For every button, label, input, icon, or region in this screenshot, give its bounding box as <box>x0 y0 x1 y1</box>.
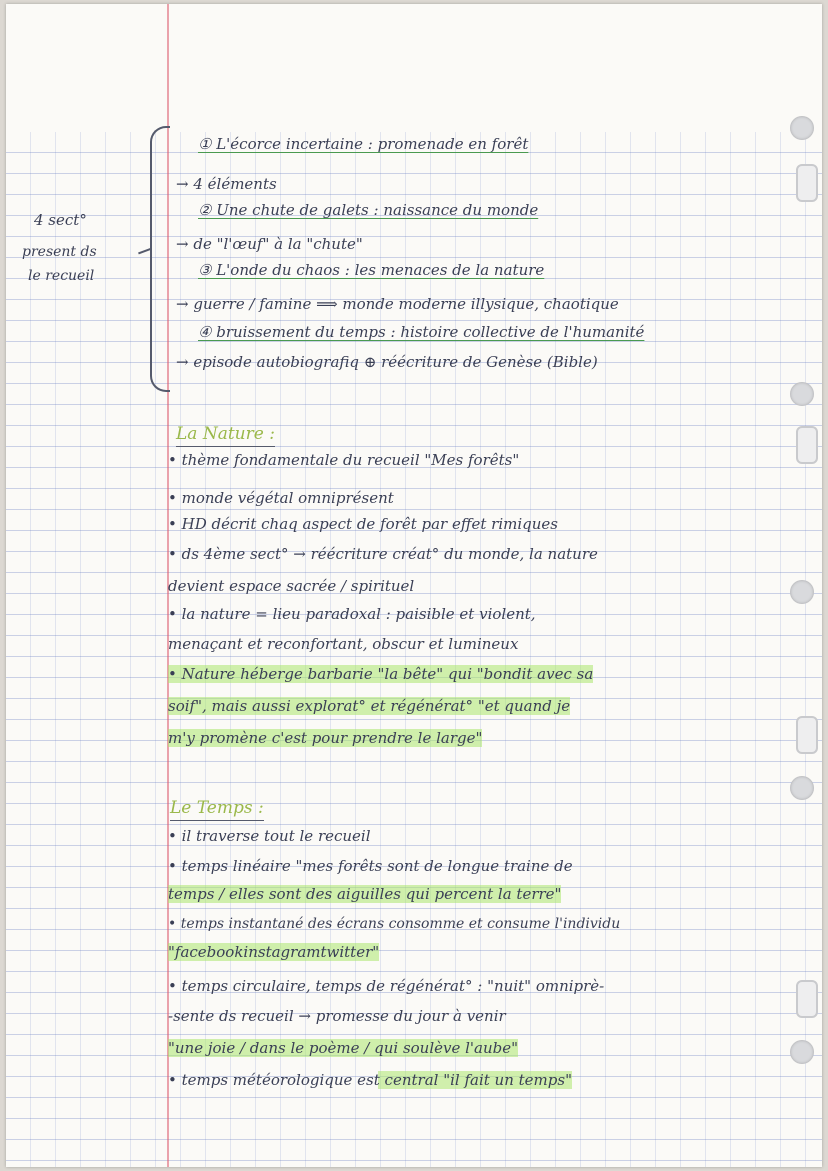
binder-ring-icon <box>796 716 818 754</box>
note-line <box>168 664 593 684</box>
note-line <box>168 1038 518 1058</box>
binder-hole-icon <box>790 382 814 406</box>
note-line: • thème fondamentale du recueil "Mes forêts" <box>168 451 520 469</box>
section-detail: → de "l'œuf" à la "chute" <box>176 235 363 253</box>
note-line: -sente ds recueil → promesse du jour à venir <box>168 1007 506 1025</box>
binder-hole-icon <box>790 1040 814 1064</box>
highlighted-quote: "facebookinstagramtwitter" <box>168 943 380 961</box>
binder-hole-icon <box>790 580 814 604</box>
highlighted-quote: "une joie / dans le poème / qui soulève l'aube" <box>168 1039 519 1057</box>
note-line: menaçant et reconfortant, obscur et lumineux <box>168 635 519 653</box>
section-detail: → guerre / famine ⟹ monde moderne illysique, chaotique <box>176 295 619 313</box>
side-label-line: 4 sect° <box>34 211 87 229</box>
note-line: devient espace sacrée / spirituel <box>168 577 415 595</box>
highlighted-quote: • Nature héberge barbarie "la bête" qui "bondit avec sa <box>168 665 594 683</box>
section-item: ③ L'onde du chaos : les menaces de la nature <box>198 261 545 279</box>
side-label-line: present ds <box>22 244 97 260</box>
section-heading: Le Temps : <box>170 798 264 821</box>
section-detail: → 4 éléments <box>176 175 277 193</box>
note-text: • temps météorologique est central "il fait un temps" <box>168 1071 572 1089</box>
note-line <box>168 884 561 904</box>
binder-hole-icon <box>790 116 814 140</box>
curly-brace <box>150 126 170 392</box>
note-line <box>168 942 379 962</box>
note-line <box>168 696 570 716</box>
note-line <box>168 728 482 748</box>
side-label-line: le recueil <box>28 268 95 284</box>
binder-ring-icon <box>796 164 818 202</box>
note-line: • HD décrit chaq aspect de forêt par effet rimiques <box>168 515 558 533</box>
note-line: • la nature = lieu paradoxal : paisible et violent, <box>168 605 536 623</box>
note-line: • temps circulaire, temps de régénérat° : "nuit" omniprè- <box>168 977 605 995</box>
highlighted-quote: m'y promène c'est pour prendre le large" <box>168 729 483 747</box>
note-line: • ds 4ème sect° → réécriture créat° du monde, la nature <box>168 545 598 563</box>
note-line: • monde végétal omniprésent <box>168 489 394 507</box>
highlighted-quote: temps / elles sont des aiguilles qui percent la terre" <box>168 885 562 903</box>
note-line: • temps instantané des écrans consomme et consume l'individu <box>168 916 621 932</box>
highlighted-quote: soif", mais aussi explorat° et régénérat° "et quand je <box>168 697 571 715</box>
notebook-page <box>6 4 822 1167</box>
binder-ring-icon <box>796 426 818 464</box>
binder-ring-icon <box>796 980 818 1018</box>
note-line <box>168 1070 572 1090</box>
section-item: ② Une chute de galets : naissance du monde <box>198 201 539 219</box>
binder-hole-icon <box>790 776 814 800</box>
page-header-blank <box>6 4 822 132</box>
section-item: ④ bruissement du temps : histoire collective de l'humanité <box>198 323 645 341</box>
note-line: • il traverse tout le recueil <box>168 827 371 845</box>
note-line: • temps linéaire "mes forêts sont de longue traine de <box>168 857 573 875</box>
section-detail: → episode autobiografiq ⊕ réécriture de Genèse (Bible) <box>176 353 598 371</box>
section-heading: La Nature : <box>176 424 275 447</box>
section-item: ① L'écorce incertaine : promenade en forêt <box>198 135 529 153</box>
